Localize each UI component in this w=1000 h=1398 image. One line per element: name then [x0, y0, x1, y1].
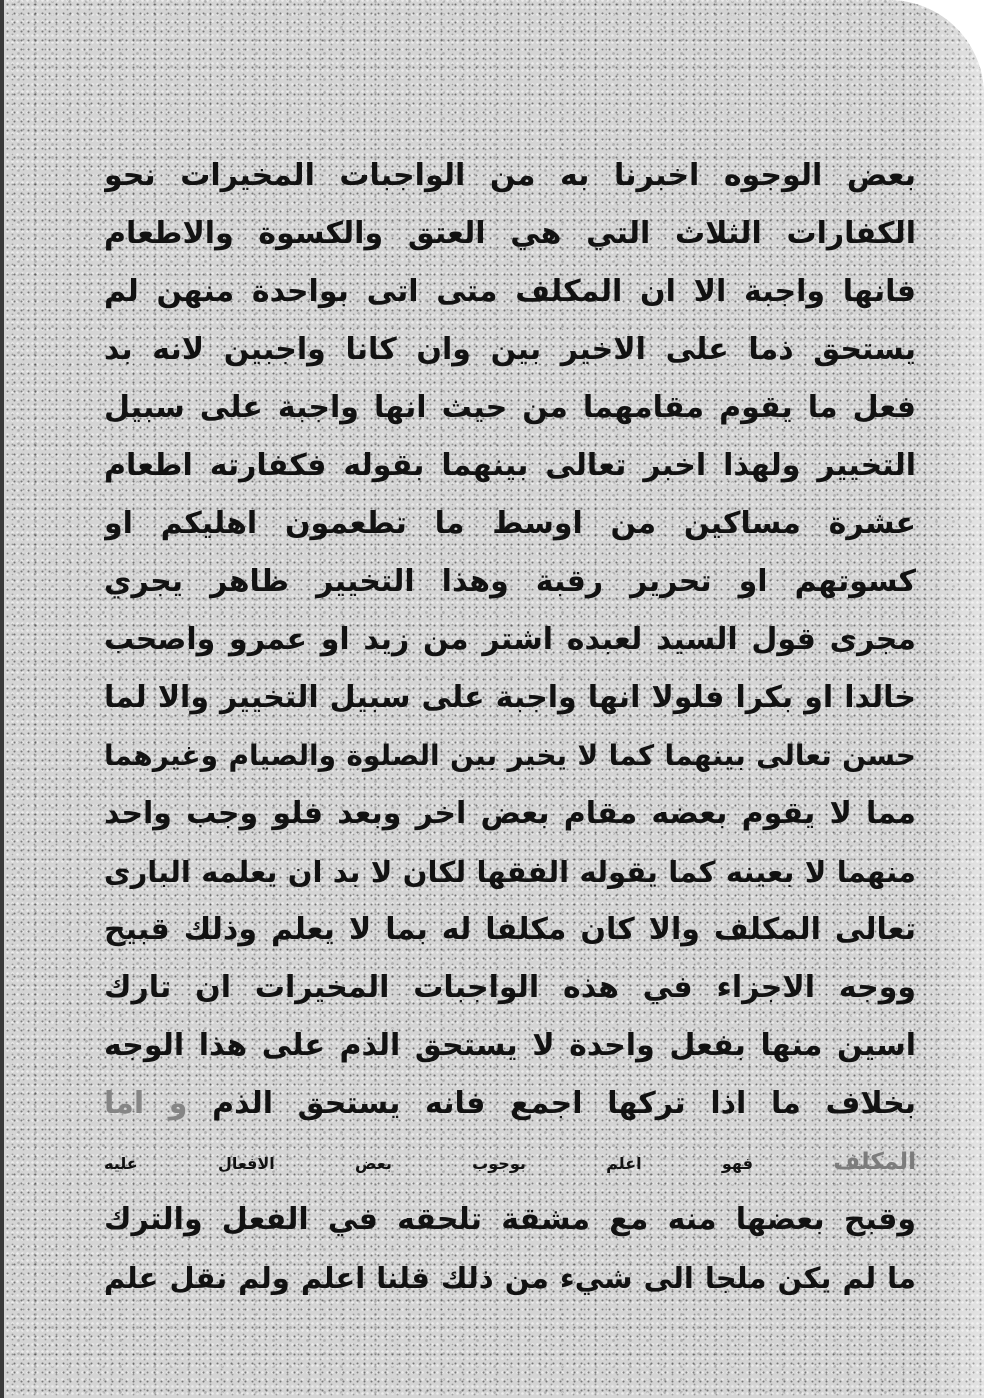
manuscript-line: خالدا او بكرا فلولا انها واجبة على سبيل التخيير والا لما	[104, 680, 916, 715]
manuscript-line: ووجه الاجزاء في هذه الواجبات المخيرات ان تارك	[104, 970, 916, 1005]
manuscript-line: فانها واجبة الا ان المكلف متى اتى بواحدة منهن لم	[104, 274, 916, 309]
rubric-word: و اما	[104, 1086, 188, 1121]
manuscript-line: فعل ما يقوم مقامهما من حيث انها واجبة على سبيل	[104, 390, 916, 425]
manuscript-line: كسوتهم او تحرير رقبة وهذا التخيير ظاهر يجري	[104, 564, 916, 599]
manuscript-line: مما لا يقوم بعضه مقام بعض اخر وبعد فلو وجب واحد	[104, 796, 916, 831]
manuscript-text-block	[104, 147, 916, 1307]
manuscript-line: تعالى المكلف والا كان مكلفا له بما لا يعلم وذلك قبيح	[104, 912, 916, 947]
manuscript-line: عشرة مساكين من اوسط ما تطعمون اهليكم او	[104, 506, 916, 541]
manuscript-line: بعض الوجوه اخبرنا به من الواجبات المخيرات نحو	[104, 158, 916, 193]
manuscript-line	[104, 1075, 916, 1133]
manuscript-line: وقبح بعضها منه مع مشقة تلحقه في الفعل والترك	[104, 1202, 916, 1237]
manuscript-line	[104, 1133, 916, 1191]
manuscript-line: التخيير ولهذا اخبر تعالى بينهما بقوله فكفارته اطعام	[104, 448, 916, 483]
manuscript-line: اسين منها بفعل واحدة لا يستحق الذم على هذا الوجه	[104, 1028, 916, 1063]
manuscript-line: منهما لا بعينه كما يقوله الفقها لكان لا بد ان يعلمه البارى	[104, 855, 916, 889]
manuscript-line: يستحق ذما على الاخير بين وان كانا واجبين لانه بد	[104, 332, 916, 367]
manuscript-line: الكفارات الثلاث التي هي العتق والكسوة والاطعام	[104, 216, 916, 251]
manuscript-line: مجرى قول السيد لعبده اشتر من زيد او عمرو واصحب	[104, 622, 916, 657]
manuscript-line: حسن تعالى بينهما كما لا يخير بين الصلوة والصيام وغيرهما	[104, 739, 916, 772]
manuscript-line: ما لم يكن ملجا الى شيء من ذلك قلنا اعلم ولم نقل علم	[104, 1261, 916, 1295]
page-edge-shading	[924, 0, 984, 1398]
rubric-heading-word: المكلف	[833, 1148, 916, 1175]
line-text: فهو اعلم بوجوب بعض الافعال عليه	[104, 1154, 753, 1173]
line-text: بخلاف ما اذا تركها اجمع فانه يستحق الذم	[212, 1086, 916, 1121]
